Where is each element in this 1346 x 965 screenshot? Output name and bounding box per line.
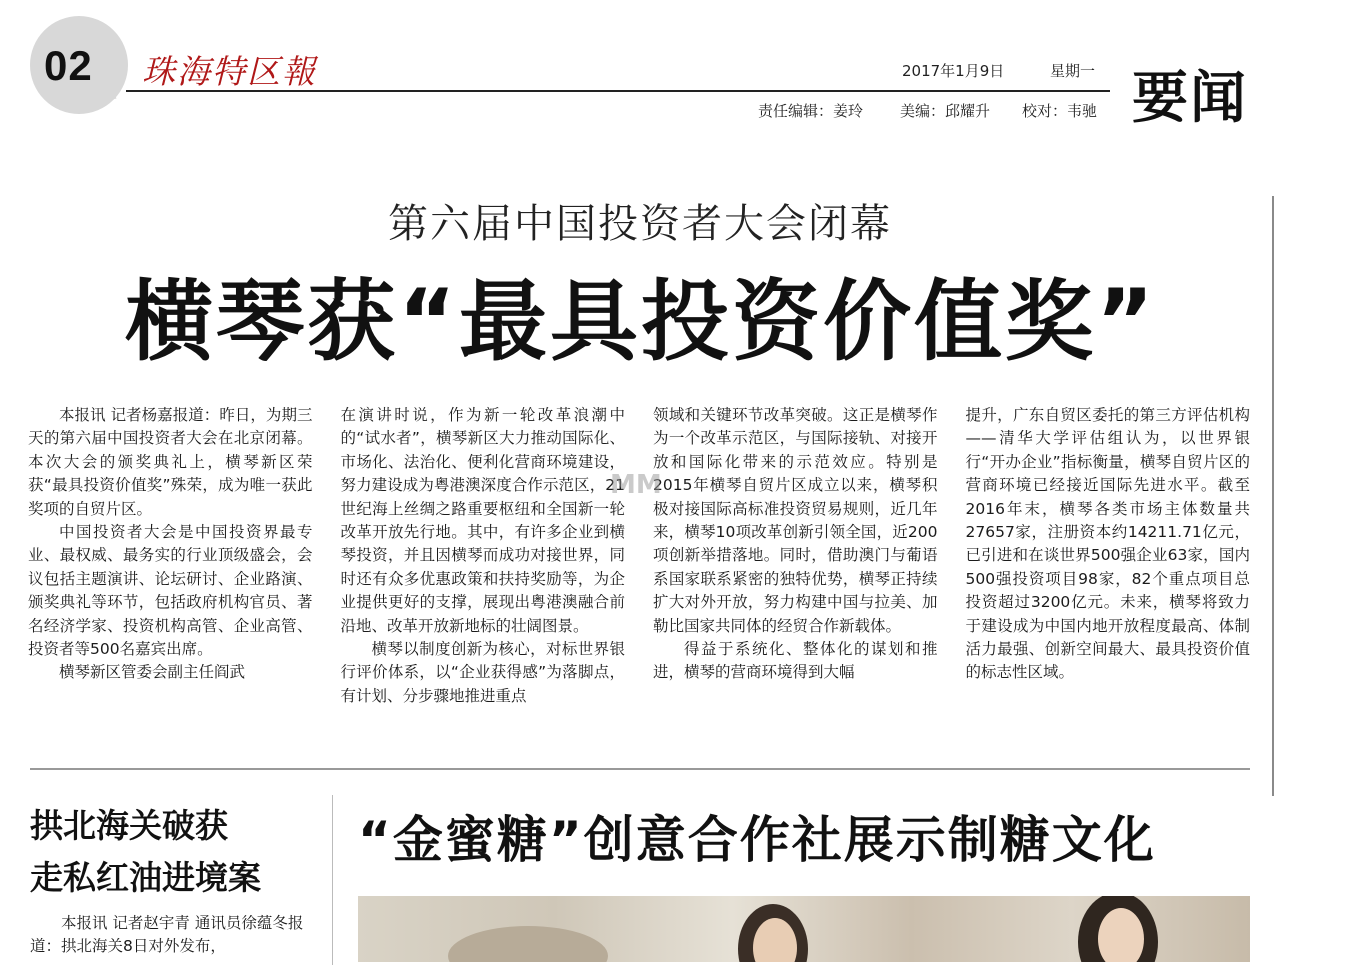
article-column-1 [28,404,313,708]
feature-photo [358,896,1250,962]
article-paragraph-cont: 领域和关键环节改革突破。这正是横琴作为一个改革示范区，与国际接轨、对接开放和国际化带来的示范效应。特别是2015年横琴自贸片区成立以来，横琴积极对接国际高标准投资贸易规则，近几年来，横琴10项改革创新引领全国，近200项创新举措落地。同时，借助澳门与葡语系国家联系紧密的独特优势，横琴正持续扩大对外开放，努力构建中国与拉美、加勒比国家共同体的经贸合作新载体。 [653,406,938,635]
side-article-body [30,912,310,959]
side-headline-line-1: 拱北海关破获 [30,806,228,845]
article-paragraph: 本报讯 记者杨嘉报道：昨日，为期三天的第六届中国投资者大会在北京闭幕。本次大会的颁奖典礼上，横琴新区荣获“最具投资价值奖”殊荣，成为唯一获此奖项的自贸片区。 [28,406,313,518]
article-paragraph-cont: 在演讲时说，作为新一轮改革浪潮中的“试水者”，横琴新区大力推动国际化、市场化、法治化、便利化营商环境建设，努力建设成为粤港澳深度合作示范区，21世纪海上丝绸之路重要枢纽和全国新一轮改革开放先行地。其中，有许多企业到横琴投资，并且因横琴而成功对接世界，同时还有众多优惠政策和扶持奖励等，为企业提供更好的支撑，展现出粤港澳融合前沿地、改革开放新地标的壮阔图景。 [340,406,625,635]
photo-figure-face-2 [1098,908,1144,962]
feature-headline: “金蜜糖”创意合作社展示制糖文化 [358,811,1156,869]
photo-background-shape [448,926,608,962]
side-headline [30,800,330,904]
page-number: 02 [44,42,93,89]
lead-headline: 横琴获“最具投资价值奖” [125,270,1157,373]
article-paragraph-cont: 提升，广东自贸区委托的第三方评估机构——清华大学评估组认为，以世界银行“开办企业”指标衡量，横琴自贸片区的营商环境已经接近国际先进水平。截至2016年末，横琴各类市场主体数量共27657家，注册资本约14211.71亿元，已引进和在谈世界500强企业63家，国内500强投资项目98家，82个重点项目总投资超过3200亿元。未来，横琴将致力于建设成为中国内地开放程度最高、体制活力最强、创新空间最大、最具投资价值的标志性区域。 [965,406,1250,682]
section-divider [30,768,1250,770]
watermark: MM [610,470,662,500]
issue-date: 2017年1月9日 [902,62,1005,80]
newspaper-masthead: 珠海特区報 [142,52,317,91]
credit-proofreader: 校对：韦驰 [1022,102,1098,120]
article-paragraph-start: 得益于系统化、整体化的谋划和推进，横琴的营商环境得到大幅 [653,640,938,682]
side-article-lede: 本报讯 记者赵宇青 通讯员徐蕴冬报道：拱北海关8日对外发布， [30,914,304,956]
lead-subhead: 第六届中国投资者大会闭幕 [388,201,892,247]
article-column-2 [341,404,626,708]
lead-article-body [28,404,1250,708]
side-headline-line-2: 走私红油进境案 [30,858,261,897]
page-edge-rule [1272,196,1274,796]
column-rule [332,795,333,965]
issue-weekday: 星期一 [1050,62,1096,80]
article-column-3 [653,404,938,708]
credit-editor: 责任编辑：姜玲 [758,102,864,120]
article-paragraph-start: 横琴新区管委会副主任阎武 [59,663,246,682]
article-paragraph-start: 横琴以制度创新为核心，对标世界银行评价体系，以“企业获得感”为落脚点，有计划、分步骤地推进重点 [340,640,625,705]
article-column-4 [966,404,1251,708]
article-paragraph: 中国投资者大会是中国投资界最专业、最权威、最务实的行业顶级盛会，会议包括主题演讲、论坛研讨、企业路演、颁奖典礼等环节，包括政府机构官员、著名经济学家、投资机构高管、企业高管、投资者等500名嘉宾出席。 [28,523,313,659]
section-label: 要闻 [1132,66,1248,131]
header-rule [126,90,1110,92]
credit-designer: 美编：邱耀升 [900,102,991,120]
